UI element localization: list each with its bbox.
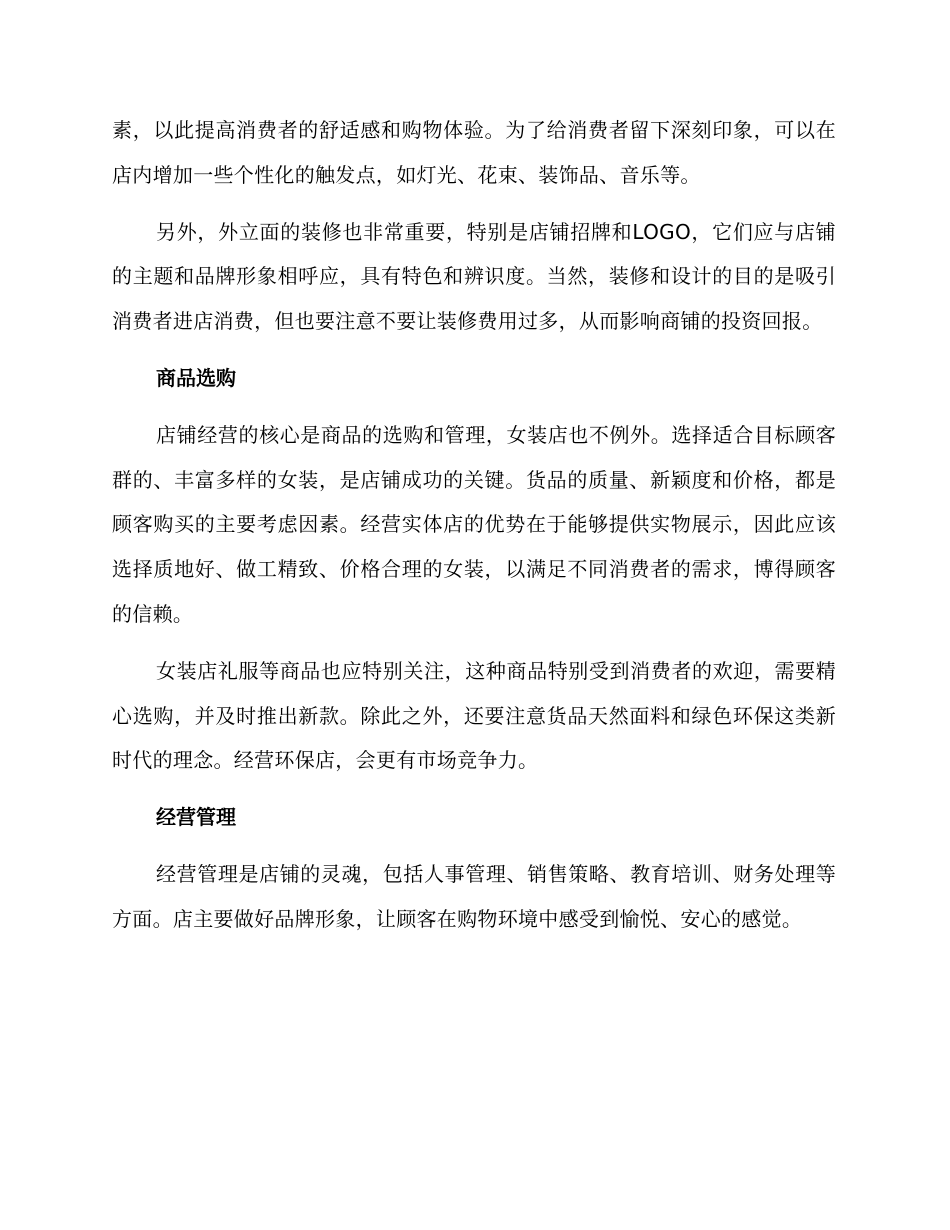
- paragraph-formal-wear: 女装店礼服等商品也应特别关注，这种商品特别受到消费者的欢迎，需要精心选购，并及时推出新款。除此之外，还要注意货品天然面料和绿色环保这类新时代的理念。经营环保店，会更有市场竞争力。: [112, 658, 836, 773]
- paragraph-product-core: 店铺经营的核心是商品的选购和管理，女装店也不例外。选择适合目标顾客群的、丰富多样的女装，是店铺成功的关键。货品的质量、新颖度和价格，都是顾客购买的主要考虑因素。经营实体店的优势在于能够提供实物展示，因此应该选择质地好、做工精致、价格合理的女装，以满足不同消费者的需求，博得顾客的信赖。: [112, 422, 836, 626]
- paragraph-continued-store-ambience: 素，以此提高消费者的舒适感和购物体验。为了给消费者留下深刻印象，可以在店内增加一些个性化的触发点，如灯光、花束、装饰品、音乐等。: [112, 118, 836, 187]
- section-heading-product-selection: 商品选购: [156, 365, 236, 390]
- section-heading-operations-management: 经营管理: [156, 805, 236, 830]
- paragraph-facade-decoration: 另外，外立面的装修也非常重要，特别是店铺招牌和LOGO，它们应与店铺的主题和品牌形象相呼应，具有特色和辨识度。当然，装修和设计的目的是吸引消费者进店消费，但也要注意不要让装修费用过多，从而影响商铺的投资回报。: [112, 219, 836, 334]
- paragraph-management-soul: 经营管理是店铺的灵魂，包括人事管理、销售策略、教育培训、财务处理等方面。店主要做好品牌形象，让顾客在购物环境中感受到愉悦、安心的感觉。: [112, 861, 836, 931]
- document-page: [112, 108, 836, 942]
